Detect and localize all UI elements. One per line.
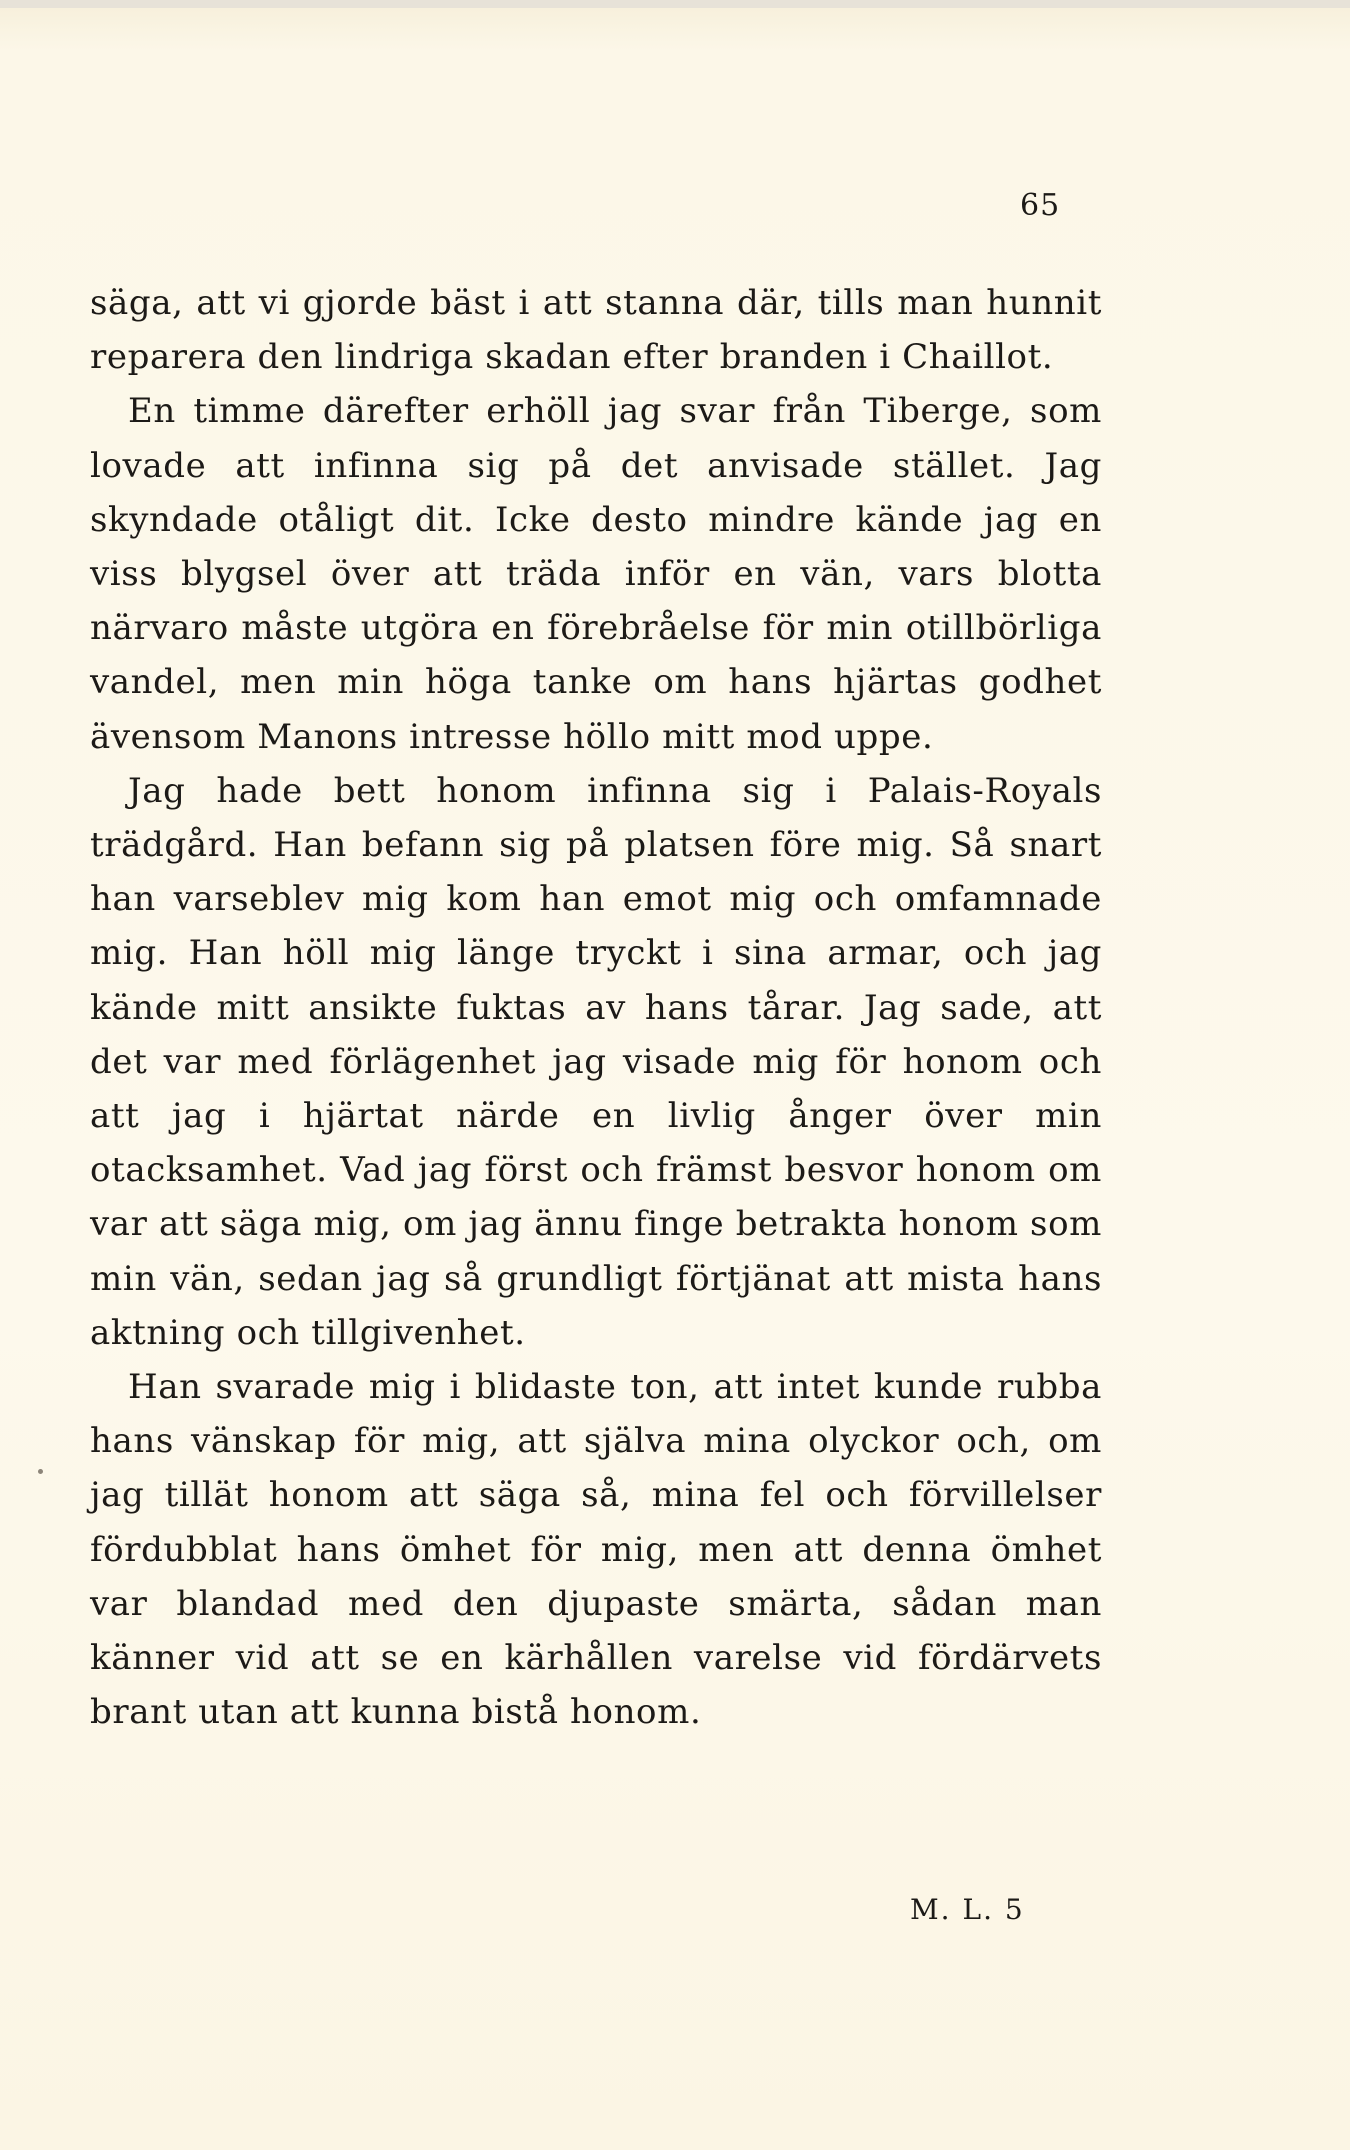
body-text — [90, 276, 1102, 1739]
ink-speck — [38, 1469, 43, 1474]
page-number: 65 — [1020, 188, 1061, 223]
paragraph-continued: säga, att vi gjorde bäst i att stanna där, tills man hunnit reparera den lindriga skadan efter branden i Chaillot. — [90, 283, 1102, 378]
paragraph: Han svarade mig i blidaste ton, att intet kunde rubba hans vänskap för mig, att själva mina olyckor och, om jag tillät honom att säga så, mina fel och förvillelser fördubblat hans ömhet för mig, men att denna ömhet var blandad med den djupaste smärta, sådan man känner vid att se en kärhållen varelse vid fördärvets brant utan att kunna bistå honom. — [90, 1367, 1102, 1733]
paragraph: En timme därefter erhöll jag svar från Tiberge, som lovade att infinna sig på det anvisade stället. Jag skyndade otåligt dit. Icke desto mindre kände jag en viss blygsel över att träda inför en vän, vars blotta närvaro måste utgöra en förebråelse för min otillbörliga vandel, men min höga tanke om hans hjärtas godhet ävensom Manons intresse höllo mitt mod uppe. — [90, 391, 1102, 757]
paragraph: Jag hade bett honom infinna sig i Palais-Royals trädgård. Han befann sig på platsen före mig. Så snart han varseblev mig kom han emot mig och omfamnade mig. Han höll mig länge tryckt i sina armar, och jag kände mitt ansikte fuktas av hans tårar. Jag sade, att det var med förlägenhet jag visade mig för honom och att jag i hjärtat närde en livlig ånger över min otacksamhet. Vad jag först och främst besvor honom om var att säga mig, om jag ännu finge betrakta honom som min vän, sedan jag så grundligt förtjänat att mista hans aktning och tillgivenhet. — [90, 770, 1102, 1353]
signature-mark: M. L. 5 — [910, 1893, 1025, 1926]
